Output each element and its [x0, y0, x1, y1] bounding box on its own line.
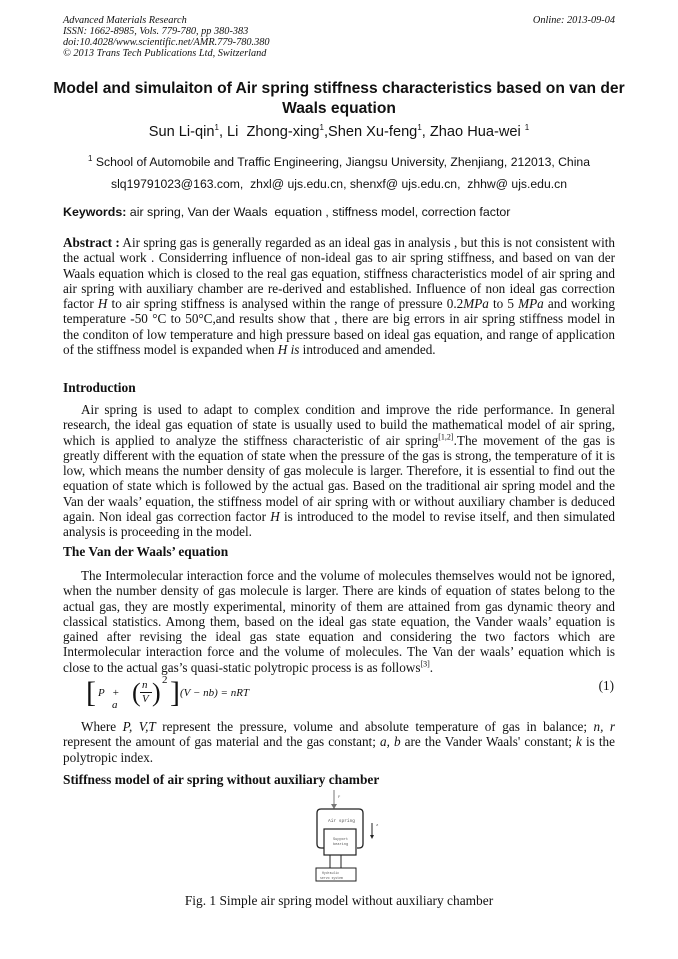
abstract — [63, 235, 615, 357]
copyright: © 2013 Trans Tech Publications Ltd, Switzerland — [63, 48, 267, 59]
abstract-text: and working temperature -50 °C to 50°C,and results show that , there are big errors in air spring stiffness model in the conditon of low temperature and high pressure based on ideal gas equation, and range of application of the stiffness model is expanded when — [63, 296, 615, 358]
support-bearing — [324, 829, 356, 855]
vdw-text: The Intermolecular interaction force and the volume of molecules themselves would not be ignored, when the number density of gas molecule is larger. There are kinds of equation of states belong to the actual gas, they are mostly experimental, minority of them are attained from gas dynamic theory and classical statistics. Among them, based on the ideal gas state equation, the Vander waals’ equation is gained after revising the ideal gas state equation and considering the two factors which are Intermolecular interaction force and the volume of molecules. The Van der waals’ equation which is close to the actual gas’s quasi-static polytropic process is as follows — [63, 568, 615, 675]
author: Li Zhong-xing — [227, 124, 320, 140]
affiliation — [40, 155, 638, 169]
abstract-text: Air spring gas is generally regarded as an ideal gas in analysis , but this is not consistent with the actual work . Considerring influence of non-ideal gas to air spring stiffness, and based on van der Waals equation which is closed to the real gas equation, stiffness characteristics model of air spring and air spring with auxiliary chamber are re-derived and established. Influence of non ideal gas correction factor — [63, 235, 615, 312]
keywords-label: Keywords: — [63, 205, 127, 219]
intro-text: Air spring is used to adapt to complex condition and improve the ride performance. In general research, the ideal gas equation of state is usually used to build the mathematical model of air spring, which is applied to analyze the stiffness characteristic of air spring — [63, 402, 615, 448]
author: Zhao Hua-wei — [429, 124, 525, 140]
vdw-text: . — [429, 659, 434, 675]
equation-number: (1) — [598, 678, 614, 693]
online-date: Online: 2013-09-04 — [532, 15, 615, 26]
author-sup: 1 — [319, 123, 324, 133]
citation[interactable]: [3] — [420, 659, 430, 669]
keywords-text: air spring, Van der Waals equation , stiffness model, correction factor — [126, 205, 511, 219]
emails[interactable]: slq19791023@163.com, zhxl@ ujs.edu.cn, shenxf@ ujs.edu.cn, zhhw@ ujs.edu.cn — [111, 177, 567, 191]
servo-label: Hydraulic — [322, 871, 340, 875]
author-list — [40, 124, 638, 140]
bracket-right: ] — [170, 676, 180, 709]
disp-label: z — [376, 824, 379, 828]
t: are the Vander Waals' constant; — [400, 734, 577, 750]
air-spring-diagram — [290, 790, 390, 890]
eq-exp: 2 — [162, 674, 168, 686]
paper-title: Model and simulaiton of Air spring stiffness characteristics based on van der Waals equation — [53, 80, 625, 117]
figure-caption: Fig. 1 Simple air spring model without auxiliary chamber — [184, 893, 494, 908]
var: a, b — [379, 734, 401, 750]
servo-label: servo system — [320, 876, 343, 880]
t: represent the pressure, volume and absolute temperature of gas in balance; — [155, 719, 594, 734]
air-spring-label: Air spring — [328, 819, 356, 824]
unit: MPa — [463, 296, 489, 312]
sep: , — [421, 124, 430, 140]
paren-left: ( — [132, 678, 141, 707]
aff-sup: 1 — [88, 153, 93, 163]
eq-n: n — [142, 679, 148, 691]
author-sup: 1 — [524, 123, 530, 133]
abstract-text: to 5 — [488, 296, 519, 312]
intro-text: .The movement of the gas is greatly different with the equation of state when the pressure of the gas is strong, the temperature of it is low, which means the number density of gas molecule is larger. Therefore, it is essential to find out the equation of state which is followed by the actual gas. Based on the traditional air spring model and the Van der waals’ equation, the stiffness model of air spring with or without auxiliary chamber is deduced again. Non ideal gas correction factor — [63, 432, 615, 525]
doi-link[interactable]: doi:10.4028/www.scientific.net/AMR.779-780.380 — [63, 37, 270, 48]
force-label: F — [338, 796, 341, 800]
intro-paragraph — [63, 402, 615, 540]
unit: MPa — [518, 296, 544, 312]
var: P, V,T — [122, 719, 156, 734]
eq-a: + a — [112, 687, 120, 711]
journal-header — [63, 15, 270, 59]
where-paragraph — [63, 719, 615, 765]
sep: , — [218, 124, 228, 140]
var: H is — [277, 342, 300, 358]
citation[interactable]: [1,2] — [438, 432, 454, 442]
t: represent the amount of gas material and the gas constant; — [63, 734, 380, 750]
vdw-paragraph — [63, 568, 615, 675]
eq-rest: (V − nb) = nRT — [180, 687, 250, 699]
var: n, r — [593, 719, 615, 734]
paren-right: ) — [152, 678, 161, 707]
bracket-left: [ — [86, 676, 96, 709]
eq-V: V — [142, 693, 149, 705]
author: Shen Xu-feng — [328, 124, 418, 140]
intro-heading: Introduction — [63, 380, 136, 395]
var: H — [270, 509, 280, 525]
t: is the polytropic index. — [63, 734, 615, 765]
aff-text: School of Automobile and Traffic Engineering, Jiangsu University, Zhenjiang, 212013, China — [92, 155, 590, 169]
abstract-label: Abstract : — [63, 235, 120, 250]
var: k — [576, 734, 582, 750]
author: Sun Li-qin — [148, 124, 215, 140]
abstract-text: to air spring stiffness is analysed within the range of pressure 0.2 — [107, 296, 464, 312]
vdw-heading: The Van der Waals’ equation — [63, 544, 229, 559]
issn: ISSN: 1662-8985, Vols. 779-780, pp 380-383 — [63, 26, 249, 37]
abstract-text: introduced and amended. — [299, 342, 436, 358]
author-sup: 1 — [214, 123, 219, 133]
keywords — [63, 205, 510, 219]
bearing-label: Support — [333, 838, 349, 842]
journal-name: Advanced Materials Research — [63, 15, 187, 26]
force-arrow-head — [331, 804, 337, 809]
var: H — [97, 296, 108, 312]
author-sup: 1 — [417, 123, 422, 133]
bearing-label: bearing — [333, 843, 349, 847]
intro-text: is introduced to the model to revise itself, and then simulated analysis is proceeding in the model. — [63, 509, 615, 540]
stiffness-heading: Stiffness model of air spring without auxiliary chamber — [63, 772, 380, 787]
sep: , — [323, 124, 329, 140]
eq-P: P — [98, 687, 105, 699]
t: Where — [81, 719, 123, 734]
disp-arrow-head — [370, 835, 374, 839]
